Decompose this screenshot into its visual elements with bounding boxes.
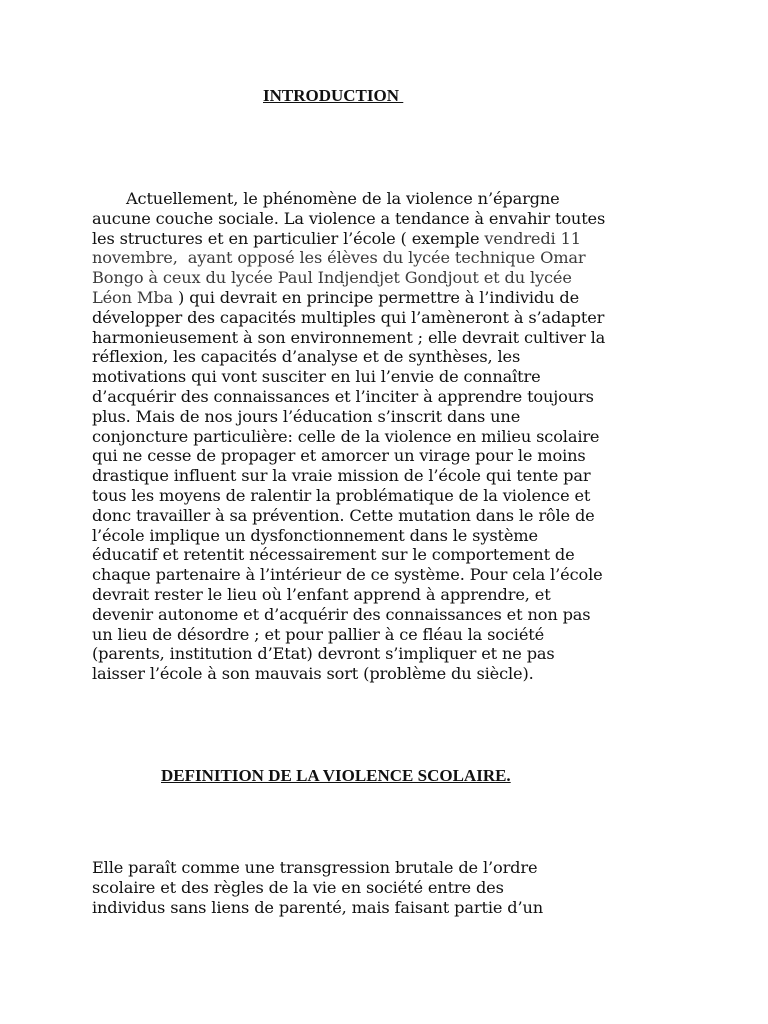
example-event-text: novembre, ayant opposé les élèves du lycée technique Omar	[92, 248, 586, 268]
paragraph-line: qui ne cesse de propager et amorcer un virage pour le moins	[92, 446, 586, 466]
paragraph-line: l’école implique un dysfonctionnement dans le système	[92, 525, 538, 545]
paragraph-line: scolaire et des règles de la vie en société entre des	[92, 877, 504, 897]
paragraph-line: tous les moyens de ralentir la problématique de la violence et	[92, 485, 591, 505]
paragraph-line: chaque partenaire à l’intérieur de ce système. Pour cela l’école	[92, 565, 603, 585]
definition-heading: DEFINITION DE LA VIOLENCE SCOLAIRE.	[161, 766, 511, 785]
paragraph-line: d’acquérir des connaissances et l’inciter à apprendre toujours	[92, 386, 594, 406]
paragraph-line: (parents, institution d’Etat) devront s’impliquer et ne pas	[92, 644, 555, 664]
paragraph-line: réflexion, les capacités d’analyse et de synthèses, les	[92, 347, 521, 367]
paragraph-line: devenir autonome et d’acquérir des connaissances et non pas	[92, 604, 591, 624]
example-date-text: vendredi 11	[484, 228, 581, 248]
paragraph-line: un lieu de désordre ; et pour pallier à ce fléau la société	[92, 624, 545, 644]
paragraph-line: conjoncture particulière: celle de la violence en milieu scolaire	[92, 426, 600, 446]
paragraph-line: plus. Mais de nos jours l’éducation s’inscrit dans une	[92, 406, 521, 426]
paragraph-line: devrait rester le lieu où l’enfant apprend à apprendre, et	[92, 584, 551, 604]
paragraph-line: les structures et en particulier l’école ( exemple vendredi 11	[92, 228, 581, 248]
introduction-paragraph	[92, 189, 692, 684]
example-event-text: Léon Mba	[92, 287, 174, 307]
paragraph-line	[92, 268, 692, 288]
paragraph-line: Léon Mba ) qui devrait en principe permettre à l’individu de	[92, 287, 579, 307]
paragraph-line: aucune couche sociale. La violence a tendance à envahir toutes	[92, 208, 606, 228]
example-event-text: Bongo à ceux du lycée Paul Indjendjet Gondjout et du lycée	[92, 268, 572, 288]
introduction-heading: INTRODUCTION	[263, 86, 404, 105]
paragraph-line: Actuellement, le phénomène de la violence n’épargne	[126, 189, 560, 208]
paragraph-line: motivations qui vont susciter en lui l’envie de connaître	[92, 367, 541, 387]
paragraph-line: développer des capacités multiples qui l’amèneront à s’adapter	[92, 307, 605, 327]
paragraph-line: éducatif et retentit nécessairement sur le comportement de	[92, 545, 575, 565]
paragraph-line: donc travailler à sa prévention. Cette mutation dans le rôle de	[92, 505, 595, 525]
paragraph-line: drastique influent sur la vraie mission de l’école qui tente par	[92, 466, 591, 486]
paragraph-line: Elle paraît comme une transgression brutale de l’ordre	[92, 858, 538, 877]
definition-paragraph	[92, 858, 692, 917]
paragraph-line: harmonieusement à son environnement ; elle devrait cultiver la	[92, 327, 606, 347]
paragraph-line: individus sans liens de parenté, mais faisant partie d’un	[92, 897, 544, 917]
paragraph-line: laisser l’école à son mauvais sort (problème du siècle).	[92, 664, 534, 684]
paragraph-line	[92, 248, 692, 268]
